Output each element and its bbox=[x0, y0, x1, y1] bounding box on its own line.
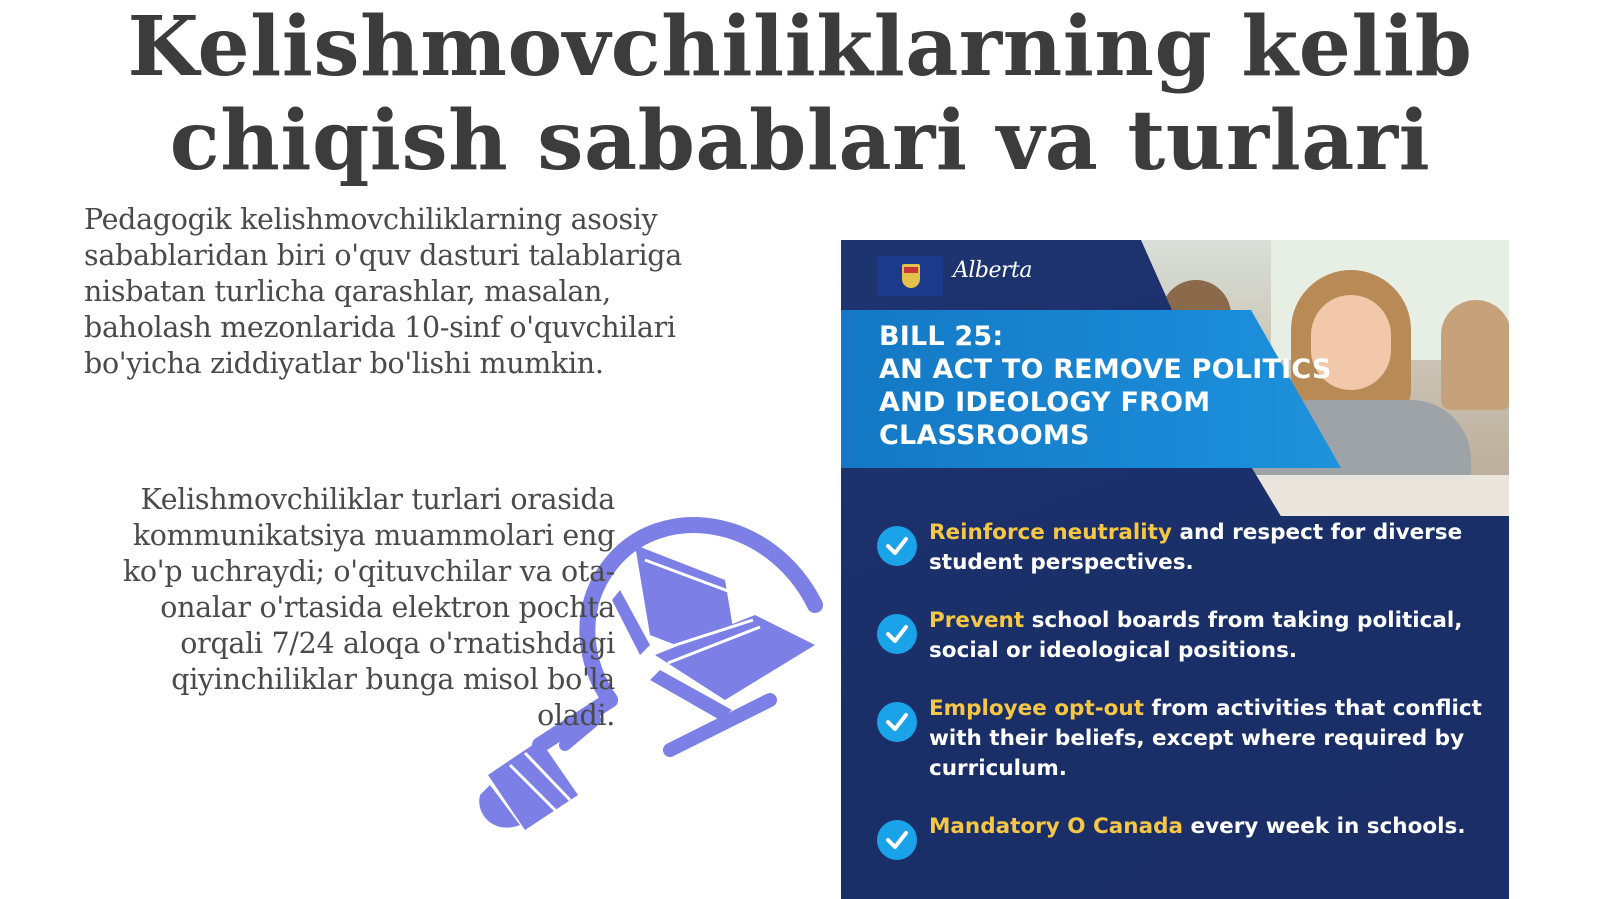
bill-heading bbox=[879, 320, 1339, 452]
point-text: every week in schools. bbox=[1183, 814, 1466, 839]
bill-25-poster bbox=[841, 240, 1509, 899]
point-highlight: Reinforce neutrality bbox=[929, 520, 1172, 545]
checkmark-icon bbox=[877, 526, 917, 566]
checkmark-icon bbox=[877, 820, 917, 860]
page-title bbox=[0, 0, 1600, 188]
alberta-logo: Alberta bbox=[953, 258, 1032, 283]
bill-title: AN ACT TO REMOVE POLITICS AND IDEOLOGY FROM CLASSROOMS bbox=[879, 354, 1332, 451]
checkmark-icon bbox=[877, 614, 917, 654]
list-item bbox=[877, 518, 1497, 578]
point-highlight: Employee opt-out bbox=[929, 696, 1144, 721]
title-line-1: Kelishmovchiliklarning kelib bbox=[127, 0, 1473, 95]
title-line-2: chiqish sabablari va turlari bbox=[169, 93, 1431, 189]
list-item bbox=[877, 812, 1497, 860]
bill-number: BILL 25: bbox=[879, 321, 1004, 352]
list-item bbox=[877, 694, 1497, 784]
paragraph-causes: Pedagogik kelishmovchiliklarning asosiy sabablaridan biri o'quv dasturi talablariga nisbatan turlicha qarashlar, masalan, baholash mezonlarida 10-sinf o'quvchilari bo'yicha ziddiyatlar bo'lishi mumkin. bbox=[84, 203, 682, 380]
point-highlight: Mandatory O Canada bbox=[929, 814, 1184, 839]
point-text: school boards from taking political, social or ideological positions. bbox=[929, 608, 1463, 663]
checkmark-icon bbox=[877, 702, 917, 742]
paragraph-types: Kelishmovchiliklar turlari orasida kommunikatsiya muammolari eng ko'p uchraydi; o'qituvchilar va ota-onalar o'rtasida elektron pochta orqali 7/24 aloqa o'rnatishdagi qiyinchiliklar bunga misol bo'la oladi. bbox=[122, 483, 615, 732]
alberta-flag-icon bbox=[877, 256, 943, 296]
list-item bbox=[877, 606, 1497, 666]
point-highlight: Prevent bbox=[929, 608, 1025, 633]
point-text: and respect for diverse student perspectives. bbox=[929, 520, 1463, 575]
point-text: from activities that conflict with their beliefs, except where required by curriculum. bbox=[929, 696, 1482, 781]
